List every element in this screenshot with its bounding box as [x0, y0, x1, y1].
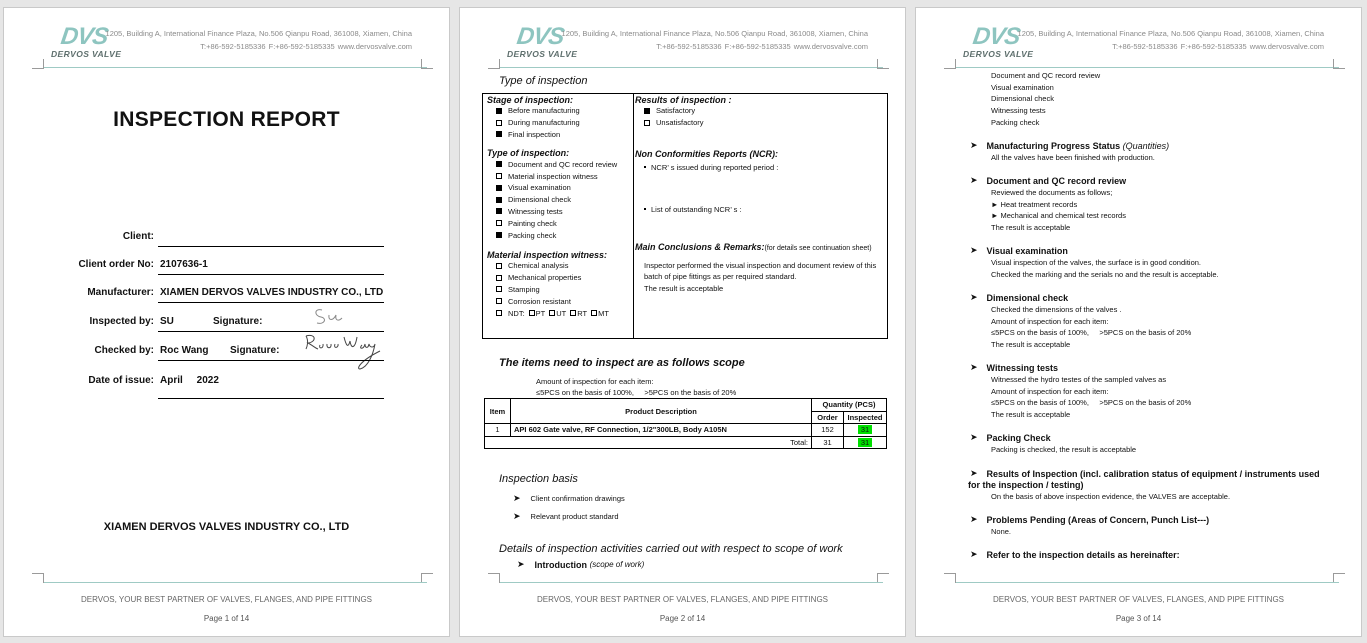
basis-item: ➤ Relevant product standard — [513, 511, 619, 521]
arrow-icon: ➤ — [970, 175, 978, 185]
ndt-label: MT — [598, 308, 609, 318]
arrow-icon: ➤ — [970, 140, 978, 150]
result-list — [635, 105, 887, 129]
unchecked-checkbox[interactable] — [496, 275, 502, 281]
header-rule — [44, 67, 427, 68]
col-inspected-header: Inspected — [844, 411, 887, 424]
results-of-inspection-heading-cont: for the inspection / testing) — [968, 480, 1084, 490]
crop-mark — [32, 59, 44, 69]
checkbox-item — [635, 117, 887, 129]
checkbox-label: Chemical analysis — [508, 261, 569, 271]
witnessing-tests-text: Witnessed the hydro testes of the sampled valves as Amount of inspection for each item: ≤5PCS on the basis of 100%, >5PCS on the basis of 20% The result is acceptable — [991, 375, 1192, 420]
inspection-summary-box — [482, 93, 888, 339]
unchecked-checkbox[interactable] — [496, 120, 502, 126]
header-address: 1205, Building A, International Finance Plaza, No.506 Qianpu Road, 361008, Xiamen, China — [1017, 29, 1324, 38]
report-page-1 — [3, 7, 450, 637]
packing-check-heading: ➤ Packing Check — [970, 432, 1051, 443]
checkbox-label: Mechanical properties — [508, 273, 582, 283]
page-header — [4, 8, 449, 78]
checked-checkbox[interactable] — [496, 197, 502, 203]
amount-line-1: Amount of inspection for each item: — [536, 377, 654, 386]
checked-checkbox[interactable] — [496, 208, 502, 214]
checkbox-label: Document and QC record review — [508, 159, 618, 169]
inspected-by-field: Inspected by: SU Signature: — [34, 310, 384, 332]
report-page-3 — [915, 7, 1362, 637]
date-of-issue-field: Date of issue: April 2022 — [34, 369, 384, 391]
footer-rule — [500, 582, 883, 583]
intro-item: ➤ Introduction (scope of work) — [517, 559, 645, 570]
inspection-left-column — [487, 94, 631, 319]
checkbox-item — [487, 105, 631, 117]
crop-mark — [877, 59, 889, 69]
type-of-inspection-heading: Type of inspection — [499, 75, 588, 87]
checked-checkbox[interactable] — [644, 108, 650, 114]
company-logo: DVS DERVOS VALVE — [507, 23, 578, 59]
checked-checkbox[interactable] — [496, 232, 502, 238]
checkbox-label: Visual examination — [508, 183, 571, 193]
unchecked-checkbox[interactable] — [529, 310, 535, 316]
checked-checkbox[interactable] — [496, 185, 502, 191]
col-qty-header: Quantity (PCS) — [812, 399, 887, 412]
arrow-icon: ➤ — [970, 514, 978, 524]
checkbox-item — [487, 117, 631, 129]
refer-details-heading: ➤ Refer to the inspection details as hereinafter: — [970, 549, 1180, 560]
checkbox-label: Stamping — [508, 284, 540, 294]
checkbox-label: Unsatisfactory — [656, 118, 704, 128]
unchecked-checkbox[interactable] — [496, 286, 502, 292]
visual-examination-text: Visual inspection of the valves, the surface is in good condition. Checked the marking and the serials no and the result is acceptable. — [991, 258, 1219, 279]
crop-mark — [944, 573, 956, 583]
footer-rule — [44, 582, 427, 583]
inspection-right-column — [635, 94, 887, 294]
footer-slogan: DERVOS, YOUR BEST PARTNER OF VALVES, FLANGES, AND PIPE FITTINGS — [80, 595, 373, 604]
checkbox-item — [487, 229, 631, 241]
inspected-highlight: 31 — [858, 425, 872, 434]
signature-label: Signature: — [230, 345, 280, 356]
header-rule — [500, 67, 883, 68]
problems-pending-heading: ➤ Problems Pending (Areas of Concern, Punch List---) — [970, 514, 1210, 525]
checkbox-label: Witnessing tests — [508, 206, 563, 216]
client-field: Client: — [34, 225, 384, 247]
checkbox[interactable] — [496, 310, 502, 316]
ncr-heading: Non Conformities Reports (NCR): — [635, 148, 778, 159]
unchecked-checkbox[interactable] — [496, 263, 502, 269]
col-desc-header: Product Description — [511, 399, 812, 424]
arrow-icon: ➤ — [517, 559, 525, 569]
unchecked-checkbox[interactable] — [496, 173, 502, 179]
header-contact: T:+86-592-5185336 F:+86-592-5185335 www.dervosvalve.com — [656, 42, 868, 51]
checkbox-item — [487, 206, 631, 218]
checkbox-label: Final inspection — [508, 129, 561, 139]
scope-heading: The items need to inspect are as follows scope — [499, 357, 745, 369]
col-item-header: Item — [485, 399, 511, 424]
unchecked-checkbox[interactable] — [549, 310, 555, 316]
report-page-2 — [459, 7, 906, 637]
checked-checkbox[interactable] — [496, 108, 502, 114]
col-order-header: Order — [812, 411, 844, 424]
manufacturing-progress-heading: ➤ Manufacturing Progress Status (Quantities) — [970, 140, 1170, 151]
checkbox-item — [487, 295, 631, 307]
basis-item: ➤ Client confirmation drawings — [513, 493, 625, 503]
amount-line-2: ≤5PCS on the basis of 100%, >5PCS on the basis of 20% — [536, 388, 737, 397]
crop-mark — [421, 59, 433, 69]
table-row: 1 API 602 Gate valve, RF Connection, 1/2"300LB, Body A105N 152 31 — [485, 424, 887, 437]
manufacturing-progress-text: All the valves have been finished with production. — [991, 153, 1155, 162]
unchecked-checkbox[interactable] — [644, 120, 650, 126]
witnessing-tests-heading: ➤ Witnessing tests — [970, 362, 1058, 373]
checkbox-item — [487, 158, 631, 170]
checkbox-label: Before manufacturing — [508, 106, 580, 116]
ndt-row: NDT: PT UT RT MT — [487, 307, 631, 319]
material-heading: Material inspection witness: — [487, 249, 608, 260]
crop-mark — [32, 573, 44, 583]
header-rule — [956, 67, 1339, 68]
checkbox-label: Corrosion resistant — [508, 296, 571, 306]
manufacturer-field: Manufacturer: XIAMEN DERVOS VALVES INDUSTRY CO., LTD — [34, 281, 384, 303]
dimensional-check-heading: ➤ Dimensional check — [970, 292, 1069, 303]
unchecked-checkbox[interactable] — [496, 220, 502, 226]
conclusions-text: Inspector performed the visual inspection and document review of this batch of pipe fittings as per required standard. — [644, 260, 877, 282]
crop-mark — [488, 59, 500, 69]
footer-slogan: DERVOS, YOUR BEST PARTNER OF VALVES, FLANGES, AND PIPE FITTINGS — [536, 595, 829, 604]
checkbox-label: Painting check — [508, 218, 557, 228]
type-list — [487, 158, 631, 241]
unchecked-checkbox[interactable] — [570, 310, 576, 316]
header-address: 1205, Building A, International Finance Plaza, No.506 Qianpu Road, 361008, Xiamen, China — [105, 29, 412, 38]
footer-slogan: DERVOS, YOUR BEST PARTNER OF VALVES, FLANGES, AND PIPE FITTINGS — [992, 595, 1285, 604]
checked-by-field: Checked by: Roc Wang Signature: — [34, 339, 384, 361]
checked-checkbox[interactable] — [496, 131, 502, 137]
checkbox-item — [487, 129, 631, 141]
ncr-issued-item: NCR’ s issued during reported period : — [635, 163, 887, 172]
items-table — [484, 398, 887, 449]
page-header — [460, 8, 905, 78]
page-number: Page 2 of 14 — [659, 614, 706, 623]
checkbox-item — [487, 272, 631, 284]
checkbox-item — [487, 284, 631, 296]
scope-list: Document and QC record review Visual examination Dimensional check Witnessing tests Packing check — [991, 71, 1101, 127]
header-address: 1205, Building A, International Finance Plaza, No.506 Qianpu Road, 361008, Xiamen, China — [561, 29, 868, 38]
ndt-label: RT — [577, 308, 588, 318]
arrow-icon: ➤ — [513, 511, 521, 521]
checked-checkbox[interactable] — [496, 161, 502, 167]
arrow-icon: ➤ — [970, 432, 978, 442]
dimensional-check-text: Checked the dimensions of the valves . Amount of inspection for each item: ≤5PCS on the basis of 100%, >5PCS on the basis of 20% The result is acceptable — [991, 305, 1192, 350]
client-order-field: Client order No: 2107636-1 — [34, 253, 384, 275]
inspected-highlight: 31 — [858, 438, 872, 447]
document-review-text: Reviewed the documents as follows; ► Heat treatment records ► Mechanical and chemical test records The result is acceptable — [991, 188, 1126, 233]
checkbox-label: Packing check — [508, 230, 557, 240]
material-list — [487, 260, 631, 307]
basis-heading: Inspection basis — [499, 473, 578, 485]
stage-list — [487, 105, 631, 140]
footer-rule — [956, 582, 1339, 583]
crop-mark — [488, 573, 500, 583]
header-contact: T:+86-592-5185336 F:+86-592-5185335 www.dervosvalve.com — [1112, 42, 1324, 51]
conclusions-heading: Main Conclusions & Remarks:(for details see continuation sheet) — [635, 241, 872, 252]
report-title: INSPECTION REPORT — [113, 108, 340, 131]
crop-mark — [1333, 59, 1345, 69]
checkbox-label: Satisfactory — [656, 106, 696, 116]
arrow-icon: ➤ — [970, 292, 978, 302]
results-of-inspection-heading: ➤ Results of Inspection (incl. calibration status of equipment / instruments used — [970, 468, 1320, 479]
ndt-label: UT — [556, 308, 567, 318]
checkbox-item — [487, 170, 631, 182]
arrow-icon: ➤ — [513, 493, 521, 503]
packing-check-text: Packing is checked, the result is acceptable — [991, 445, 1137, 454]
checkbox-label: Dimensional check — [508, 195, 571, 205]
company-name: XIAMEN DERVOS VALVES INDUSTRY CO., LTD — [103, 521, 350, 533]
arrow-icon: ➤ — [970, 245, 978, 255]
unchecked-checkbox[interactable] — [496, 298, 502, 304]
arrow-icon: ➤ — [970, 549, 978, 559]
checkbox-item — [487, 194, 631, 206]
visual-examination-heading: ➤ Visual examination — [970, 245, 1068, 256]
ncr-outstanding-item: List of outstanding NCR’ s : — [635, 205, 887, 214]
inspector-signature — [312, 304, 352, 328]
type-sub-heading: Type of inspection: — [487, 148, 570, 159]
checkbox-item — [635, 105, 887, 117]
header-contact: T:+86-592-5185336 F:+86-592-5185335 www.dervosvalve.com — [200, 42, 412, 51]
details-heading: Details of inspection activities carried out with respect to scope of work — [499, 543, 843, 555]
problems-pending-text: None. — [991, 527, 1012, 536]
results-of-inspection-text: On the basis of above inspection evidence, the VALVES are acceptable. — [991, 492, 1231, 501]
arrow-icon: ➤ — [970, 362, 978, 372]
page-number: Page 3 of 14 — [1115, 614, 1162, 623]
checkbox-label: Material inspection witness — [508, 171, 598, 181]
checkbox-item — [487, 182, 631, 194]
ndt-label: PT — [535, 308, 546, 318]
arrow-icon: ➤ — [970, 468, 978, 478]
company-logo: DVS DERVOS VALVE — [963, 23, 1034, 59]
page-header — [916, 8, 1361, 78]
company-logo: DVS DERVOS VALVE — [51, 23, 122, 59]
checkbox-label: During manufacturing — [508, 118, 580, 128]
results-heading: Results of inspection : — [635, 95, 732, 105]
stage-heading: Stage of inspection: — [487, 95, 574, 105]
page-number: Page 1 of 14 — [203, 614, 250, 623]
crop-mark — [944, 59, 956, 69]
table-total-row: Total: 31 31 — [485, 436, 887, 449]
conclusions-result: The result is acceptable — [644, 283, 724, 293]
signature-label: Signature: — [213, 316, 263, 327]
unchecked-checkbox[interactable] — [591, 310, 597, 316]
document-review-heading: ➤ Document and QC record review — [970, 175, 1127, 186]
checkbox-item — [487, 260, 631, 272]
checkbox-item — [487, 217, 631, 229]
